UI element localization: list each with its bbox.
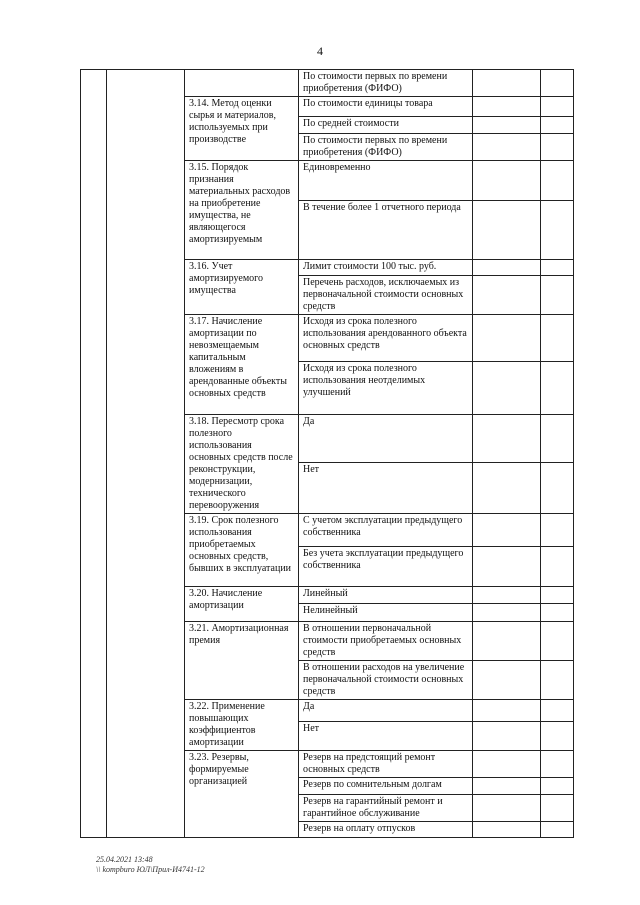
option-cell: В отношении расходов на увеличение первоначальной стоимости основных средств [299,661,473,700]
value-cell [541,201,574,260]
value-cell [541,700,574,722]
value-cell [473,161,541,201]
option-cell: Нелинейный [299,604,473,622]
option-cell: Резерв по сомнительным долгам [299,778,473,795]
value-cell [473,362,541,415]
value-cell [541,822,574,838]
value-cell [473,795,541,822]
value-cell [473,315,541,362]
item-label-cell: 3.21. Амортизационная премия [185,622,299,700]
value-cell [473,778,541,795]
value-cell [473,604,541,622]
value-cell [541,97,574,117]
value-cell [473,415,541,463]
option-cell: Нет [299,721,473,750]
footer-timestamp: 25.04.2021 13:48 [96,855,153,864]
value-cell [473,70,541,97]
value-cell [541,117,574,134]
option-cell: Резерв на предстоящий ремонт основных средств [299,751,473,778]
value-cell [473,547,541,587]
option-cell: По стоимости первых по времени приобретения (ФИФО) [299,70,473,97]
footer-file-path: \\ kompburo ЮЛ\Прил-И4741-12 [96,865,205,874]
value-cell [473,463,541,514]
value-cell [473,117,541,134]
value-cell [541,721,574,750]
value-cell [541,751,574,778]
value-cell [541,604,574,622]
option-cell: По стоимости первых по времени приобретения (ФИФО) [299,134,473,161]
value-cell [541,661,574,700]
value-cell [541,463,574,514]
item-label-cell: 3.16. Учет амортизируемого имущества [185,260,299,315]
option-cell: Исходя из срока полезного использования неотделимых улучшений [299,362,473,415]
item-label-cell: 3.14. Метод оценки сырья и материалов, используемых при производстве [185,97,299,161]
item-label-cell [185,70,299,97]
value-cell [541,362,574,415]
option-cell: Единовременно [299,161,473,201]
accounting-policy-table [80,69,574,838]
value-cell [541,161,574,201]
value-cell [473,587,541,604]
option-cell: Резерв на оплату отпусков [299,822,473,838]
value-cell [541,778,574,795]
item-label-cell: 3.23. Резервы, формируемые организацией [185,751,299,838]
item-label-cell: 3.15. Порядок признания материальных расходов на приобретение имущества, не являющегося амортизируемым [185,161,299,260]
value-cell [473,134,541,161]
value-cell [541,587,574,604]
value-cell [541,415,574,463]
blank-cell [81,70,107,838]
option-cell: В течение более 1 отчетного периода [299,201,473,260]
value-cell [473,661,541,700]
value-cell [541,622,574,661]
option-cell: Да [299,700,473,722]
value-cell [473,822,541,838]
item-label-cell: 3.22. Применение повышающих коэффициентов амортизации [185,700,299,751]
document-footer [96,855,205,875]
value-cell [473,260,541,276]
item-label-cell: 3.20. Начисление амортизации [185,587,299,622]
blank-cell [107,70,185,838]
value-cell [541,260,574,276]
value-cell [541,547,574,587]
page-number: 4 [317,44,323,58]
option-cell: Без учета эксплуатации предыдущего собственника [299,547,473,587]
value-cell [473,751,541,778]
option-cell: С учетом эксплуатации предыдущего собственника [299,514,473,547]
option-cell: Лимит стоимости 100 тыс. руб. [299,260,473,276]
value-cell [541,795,574,822]
table-row [81,70,574,97]
value-cell [541,276,574,315]
value-cell [541,70,574,97]
item-label-cell: 3.18. Пересмотр срока полезного использования основных средств после реконструкции, модернизации, технического перевооружения [185,415,299,514]
value-cell [473,514,541,547]
option-cell: Резерв на гарантийный ремонт и гарантийное обслуживание [299,795,473,822]
option-cell: По стоимости единицы товара [299,97,473,117]
value-cell [473,721,541,750]
value-cell [541,514,574,547]
value-cell [473,97,541,117]
value-cell [541,134,574,161]
option-cell: В отношении первоначальной стоимости приобретаемых основных средств [299,622,473,661]
option-cell: По средней стоимости [299,117,473,134]
option-cell: Исходя из срока полезного использования арендованного объекта основных средств [299,315,473,362]
value-cell [473,201,541,260]
value-cell [473,700,541,722]
option-cell: Нет [299,463,473,514]
option-cell: Линейный [299,587,473,604]
value-cell [473,622,541,661]
value-cell [541,315,574,362]
item-label-cell: 3.19. Срок полезного использования приобретаемых основных средств, бывших в эксплуатации [185,514,299,587]
item-label-cell: 3.17. Начисление амортизации по невозмещаемым капитальным вложениям в арендованные объекты основных средств [185,315,299,415]
option-cell: Да [299,415,473,463]
option-cell: Перечень расходов, исключаемых из первоначальной стоимости основных средств [299,276,473,315]
value-cell [473,276,541,315]
